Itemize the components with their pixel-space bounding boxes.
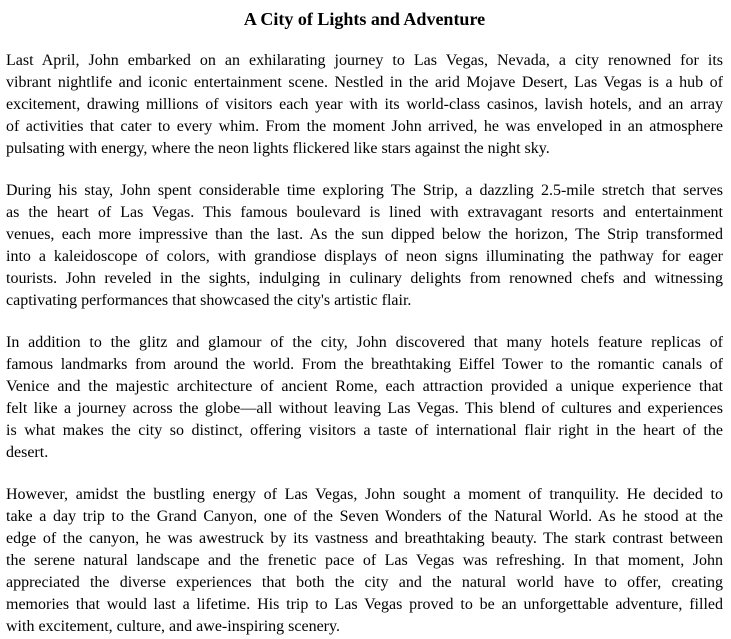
paragraph-1 — [6, 50, 723, 160]
text-line: Venice and the majestic architecture of ancient Rome, each attraction provided a unique experience that — [6, 378, 723, 395]
paragraph-4 — [6, 484, 723, 638]
text-line: During his stay, John spent considerable time exploring The Strip, a dazzling 2.5-mile stretch that serves — [6, 182, 723, 199]
text-line: In addition to the glitz and glamour of the city, John discovered that many hotels feature replicas of — [6, 334, 723, 351]
paragraph-2 — [6, 180, 723, 312]
text-line: into a kaleidoscope of colors, with grandiose displays of neon signs illuminating the pathway for eager — [6, 248, 723, 265]
text-line: famous landmarks from around the world. From the breathtaking Eiffel Tower to the romantic canals of — [6, 356, 723, 373]
text-line: tourists. John reveled in the sights, indulging in culinary delights from renowned chefs and witnessing — [6, 270, 723, 287]
text-line: vibrant nightlife and iconic entertainment scene. Nestled in the arid Mojave Desert, Las Vegas is a hub of — [6, 74, 723, 91]
paragraph-3 — [6, 332, 723, 464]
text-line: the serene natural landscape and the frenetic pace of Las Vegas was refreshing. In that moment, John — [6, 552, 723, 569]
text-line: as the heart of Las Vegas. This famous boulevard is lined with extravagant resorts and entertainment — [6, 204, 723, 221]
text-line: with excitement, culture, and awe-inspiring scenery. — [6, 618, 340, 635]
text-line: edge of the canyon, he was awestruck by its vastness and breathtaking beauty. The stark contrast between — [6, 530, 723, 547]
text-line: appreciated the diverse experiences that both the city and the natural world have to offer, creating — [6, 574, 723, 591]
text-line: Last April, John embarked on an exhilarating journey to Las Vegas, Nevada, a city renowned for its — [6, 52, 723, 69]
text-line: take a day trip to the Grand Canyon, one of the Seven Wonders of the Natural World. As he stood at the — [6, 508, 723, 525]
text-line: captivating performances that showcased the city's artistic flair. — [6, 292, 412, 309]
text-line: venues, each more impressive than the last. As the sun dipped below the horizon, The Strip transformed — [6, 226, 723, 243]
text-line: felt like a journey across the globe—all without leaving Las Vegas. This blend of cultures and experiences — [6, 400, 723, 417]
text-line: pulsating with energy, where the neon lights flickered like stars against the night sky. — [6, 140, 550, 157]
text-line: However, amidst the bustling energy of Las Vegas, John sought a moment of tranquility. He decided to — [6, 486, 723, 503]
text-line: of activities that cater to every whim. From the moment John arrived, he was enveloped in an atmosphere — [6, 118, 723, 135]
text-line: excitement, drawing millions of visitors each year with its world-class casinos, lavish hotels, and an array — [6, 96, 723, 113]
text-line: desert. — [6, 444, 49, 461]
document-title: A City of Lights and Adventure — [243, 9, 486, 29]
text-line: memories that would last a lifetime. His trip to Las Vegas proved to be an unforgettable adventure, filled — [6, 596, 723, 613]
text-line: is what makes the city so distinct, offering visitors a taste of international flair right in the heart of the — [6, 422, 723, 439]
